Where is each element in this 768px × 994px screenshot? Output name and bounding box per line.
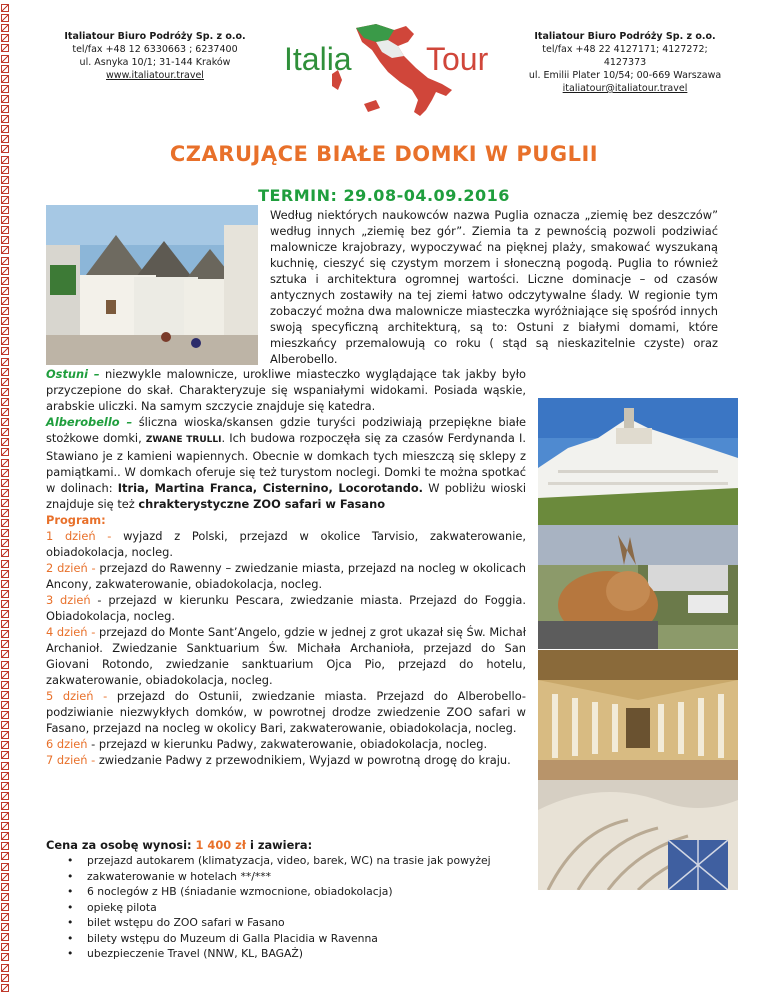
border-square <box>1 509 9 517</box>
ostuni-text: niezwykle malownicze, urokliwe miasteczko wyglądające tak jakby było przyczepione do skał. Charakteryzuje się wspaniałymi widokami. Posiada wąskie, arabskie uliczki. Na samym szczycie znajduje się katedra. <box>46 367 526 413</box>
price-heading <box>46 837 566 853</box>
border-square <box>1 277 9 285</box>
border-square <box>1 226 9 234</box>
day-label: 2 dzień - <box>46 561 96 575</box>
price-amount: 1 400 zł <box>195 838 246 852</box>
border-square <box>1 933 9 941</box>
border-square <box>1 600 9 608</box>
logo-word-tour: Tour <box>426 41 489 77</box>
border-square <box>1 358 9 366</box>
phone-line: tel/fax +48 22 4127171; 4127272; 4127373 <box>542 44 708 68</box>
border-square <box>1 75 9 83</box>
border-square <box>1 943 9 951</box>
border-square <box>1 570 9 578</box>
border-square <box>1 347 9 355</box>
day-label: 4 dzień - <box>46 625 96 639</box>
program-day <box>46 752 526 768</box>
ostuni-label: Ostuni – <box>46 367 100 381</box>
address-line: ul. Emilii Plater 10/54; 00-669 Warszawa <box>528 70 722 81</box>
basilica-photo <box>538 650 738 780</box>
day-text: przejazd do Rawenny – zwiedzanie miasta, przejazd na nocleg w okolicach Ancony, zakwaterowanie, obiadokolacja, nocleg. <box>46 561 526 591</box>
border-square <box>1 590 9 598</box>
border-square <box>1 893 9 901</box>
zoo-mention: chrakterystyczne ZOO safari w Fasano <box>138 497 386 511</box>
border-square <box>1 772 9 780</box>
border-square <box>1 842 9 850</box>
day-text: przejazd do Monte Sant’Angelo, gdzie w jednej z grot ukazał się Św. Michał Archanioł. Zwiedzanie Sanktuarium Św. Michała Archanioła, przejazd do San Giovani Rotondo, zwiedzanie sanktuarium Ojca Pio, przejazd do hotelu, zakwaterowanie, obiadokolacja, nocleg. <box>46 625 527 687</box>
included-item: • przejazd autokarem (klimatyzacja, video, barek, WC) na trasie jak powyżej <box>87 853 566 869</box>
border-square <box>1 731 9 739</box>
header-contact-krakow <box>60 30 250 82</box>
border-square <box>1 85 9 93</box>
border-square <box>1 418 9 426</box>
day-label: 1 dzień - <box>46 529 112 543</box>
trip-dates: TERMIN: 29.08-04.09.2016 <box>258 186 510 205</box>
border-square <box>1 620 9 628</box>
included-item: • bilet wstępu do ZOO safari w Fasano <box>87 915 566 931</box>
border-square <box>1 408 9 416</box>
day-label: 3 dzień <box>46 593 91 607</box>
border-square <box>1 832 9 840</box>
border-square <box>1 953 9 961</box>
border-square <box>1 287 9 295</box>
border-square <box>1 4 9 12</box>
border-square <box>1 883 9 891</box>
border-square <box>1 267 9 275</box>
day-text: wyjazd z Polski, przejazd w okolice Tarvisio, zakwaterowanie, obiadokolacja, nocleg. <box>46 529 526 559</box>
border-square <box>1 337 9 345</box>
border-square <box>1 711 9 719</box>
border-square <box>1 368 9 376</box>
border-square <box>1 701 9 709</box>
border-square <box>1 499 9 507</box>
header-contact-warszawa <box>520 30 730 95</box>
company-name: Italiatour Biuro Podróży Sp. z o.o. <box>64 31 246 42</box>
border-square <box>1 691 9 699</box>
website-link[interactable]: www.italiatour.travel <box>106 70 204 81</box>
page-title: CZARUJĄCE BIAŁE DOMKI W PUGLII <box>169 142 599 166</box>
company-name: Italiatour Biuro Podróży Sp. z o.o. <box>534 31 716 42</box>
program-day <box>46 736 526 752</box>
day-text: - przejazd w kierunku Padwy, zakwaterowanie, obiadokolacja, nocleg. <box>87 737 488 751</box>
included-item: • 6 noclegów z HB (śniadanie wzmocnione, obiadokolacja) <box>87 884 566 900</box>
border-square <box>1 236 9 244</box>
border-square <box>1 105 9 113</box>
border-square <box>1 388 9 396</box>
phone-line: tel/fax +48 12 6330663 ; 6237400 <box>72 44 238 55</box>
included-item: • ubezpieczenie Travel (NNW, KL, BAGAŻ) <box>87 946 566 962</box>
border-square <box>1 95 9 103</box>
included-list <box>46 853 566 962</box>
border-square <box>1 792 9 800</box>
border-square <box>1 610 9 618</box>
border-square <box>1 681 9 689</box>
border-square <box>1 873 9 881</box>
trulli-term: ZWANE TRULLI <box>145 435 222 445</box>
border-square <box>1 529 9 537</box>
border-square <box>1 14 9 22</box>
price-prefix: Cena za osobę wynosi: <box>46 838 196 852</box>
border-square <box>1 257 9 265</box>
trulli-photo <box>46 205 258 365</box>
border-square <box>1 640 9 648</box>
border-square <box>1 206 9 214</box>
border-square <box>1 55 9 63</box>
logo-word-italia: Italia <box>284 41 352 77</box>
program-days <box>46 528 526 768</box>
day-label: 7 dzień - <box>46 753 96 767</box>
included-item: • bilety wstępu do Muzeum di Galla Placidia w Ravenna <box>87 931 566 947</box>
address-line: ul. Asnyka 10/1; 31-144 Kraków <box>79 57 231 68</box>
border-square <box>1 974 9 982</box>
border-square <box>1 24 9 32</box>
border-square <box>1 782 9 790</box>
border-square <box>1 176 9 184</box>
border-square <box>1 650 9 658</box>
border-square <box>1 327 9 335</box>
border-square <box>1 984 9 992</box>
zoo-safari-photo <box>538 525 738 649</box>
border-square <box>1 539 9 547</box>
main-description <box>46 366 526 768</box>
border-square <box>1 297 9 305</box>
border-square <box>1 964 9 972</box>
border-square <box>1 560 9 568</box>
border-square <box>1 630 9 638</box>
border-square <box>1 469 9 477</box>
border-square <box>1 489 9 497</box>
border-square <box>1 166 9 174</box>
border-square <box>1 125 9 133</box>
border-square <box>1 671 9 679</box>
valleys-list: Itria, Martina Franca, Cisternino, Locorotando. <box>117 481 424 495</box>
price-section <box>46 837 566 962</box>
border-square <box>1 661 9 669</box>
border-square <box>1 580 9 588</box>
border-square <box>1 246 9 254</box>
border-square <box>1 307 9 315</box>
border-square <box>1 913 9 921</box>
border-square <box>1 317 9 325</box>
border-square <box>1 923 9 931</box>
border-square <box>1 812 9 820</box>
alberobello-text-3: W pobliżu wioski znajduje się też <box>46 481 527 511</box>
border-square <box>1 398 9 406</box>
day-text: - przejazd w kierunku Pescara, zwiedzanie miasta. Przejazd do Foggia. Obiadokolacja, nocleg. <box>46 593 526 623</box>
border-square <box>1 44 9 52</box>
alberobello-text: śliczna wioska/skansen gdzie turyści podziwiają przepiękne białe stożkowe domki, <box>46 415 526 445</box>
border-square <box>1 438 9 446</box>
border-square <box>1 802 9 810</box>
price-suffix: i zawiera: <box>246 838 313 852</box>
included-item: • zakwaterowanie w hotelach **/*** <box>87 869 566 885</box>
program-day <box>46 592 526 624</box>
border-square <box>1 903 9 911</box>
border-square <box>1 519 9 527</box>
day-label: 5 dzień - <box>46 689 108 703</box>
alberobello-label: Alberobello – <box>46 415 133 429</box>
border-square <box>1 115 9 123</box>
alberobello-text-2: . Ich budowa rozpoczęła się za czasów Ferdynanda I. Stawiano je z kamieni wapiennych. Obecnie w domkach tych mieszczą się sklepy z pamiątkami.. W domkach oferuje się też turystom noclegi. Domki te można spotkać w dolinach: <box>46 431 526 495</box>
border-square <box>1 863 9 871</box>
modern-church-photo <box>538 780 738 890</box>
border-square <box>1 721 9 729</box>
ostuni-paragraph <box>46 366 526 414</box>
border-square <box>1 378 9 386</box>
border-square <box>1 762 9 770</box>
alberobello-paragraph <box>46 414 526 512</box>
italiatour-logo <box>276 20 500 120</box>
border-square <box>1 479 9 487</box>
program-day <box>46 624 526 688</box>
day-label: 6 dzień <box>46 737 88 751</box>
program-day <box>46 528 526 560</box>
border-square <box>1 459 9 467</box>
border-square <box>1 741 9 749</box>
ostuni-photo <box>538 398 738 528</box>
border-square <box>1 428 9 436</box>
border-square <box>1 822 9 830</box>
program-heading: Program: <box>46 513 106 527</box>
email-link[interactable]: italiatour@italiatour.travel <box>562 83 688 94</box>
border-square <box>1 852 9 860</box>
included-item: • opiekę pilota <box>87 900 566 916</box>
border-square <box>1 216 9 224</box>
program-day <box>46 560 526 592</box>
border-square <box>1 65 9 73</box>
intro-paragraph: Według niektórych naukowców nazwa Puglia oznacza „ziemię bez deszczów” według innych „ziemię bez gór”. Ziemia ta z pewnością pozwoli podziwiać malownicze krajobrazy, wypoczywać na pięknej plaży, smakować wyszukaną kuchnię, cieszyć się czystym morzem i słoneczną pogodą. Puglia to również sztuka i architektura ogromnej wartości. Liczne dominacje – od czasów antycznych zostawiły na tej ziemi łatwo odczytywalne ślady. W regionie tym zobaczyć można dwa malownicze miasteczka wyróżniające się spośród innych swoją specyficzną architekturą, są to: Ostuni z białymi domami, które mieszkańcy przemalowują co roku ( stąd są nieskazitelnie czyste) oraz Alberobello. <box>270 208 718 366</box>
day-text: zwiedzanie Padwy z przewodnikiem, Wyjazd w powrotną drogę do kraju. <box>95 753 511 767</box>
program-day <box>46 688 526 736</box>
border-square <box>1 34 9 42</box>
day-text: przejazd do Ostunii, zwiedzanie miasta. Przejazd do Alberobello- podziwianie niezwykłych domków, w powrotnej drodze zwiedzenie ZOO safari w Fasano, przejazd na nocleg w okolicy Bari, zakwaterowanie, obiadokolacja, nocleg. <box>46 689 526 735</box>
border-square <box>1 751 9 759</box>
border-square <box>1 549 9 557</box>
border-square <box>1 448 9 456</box>
